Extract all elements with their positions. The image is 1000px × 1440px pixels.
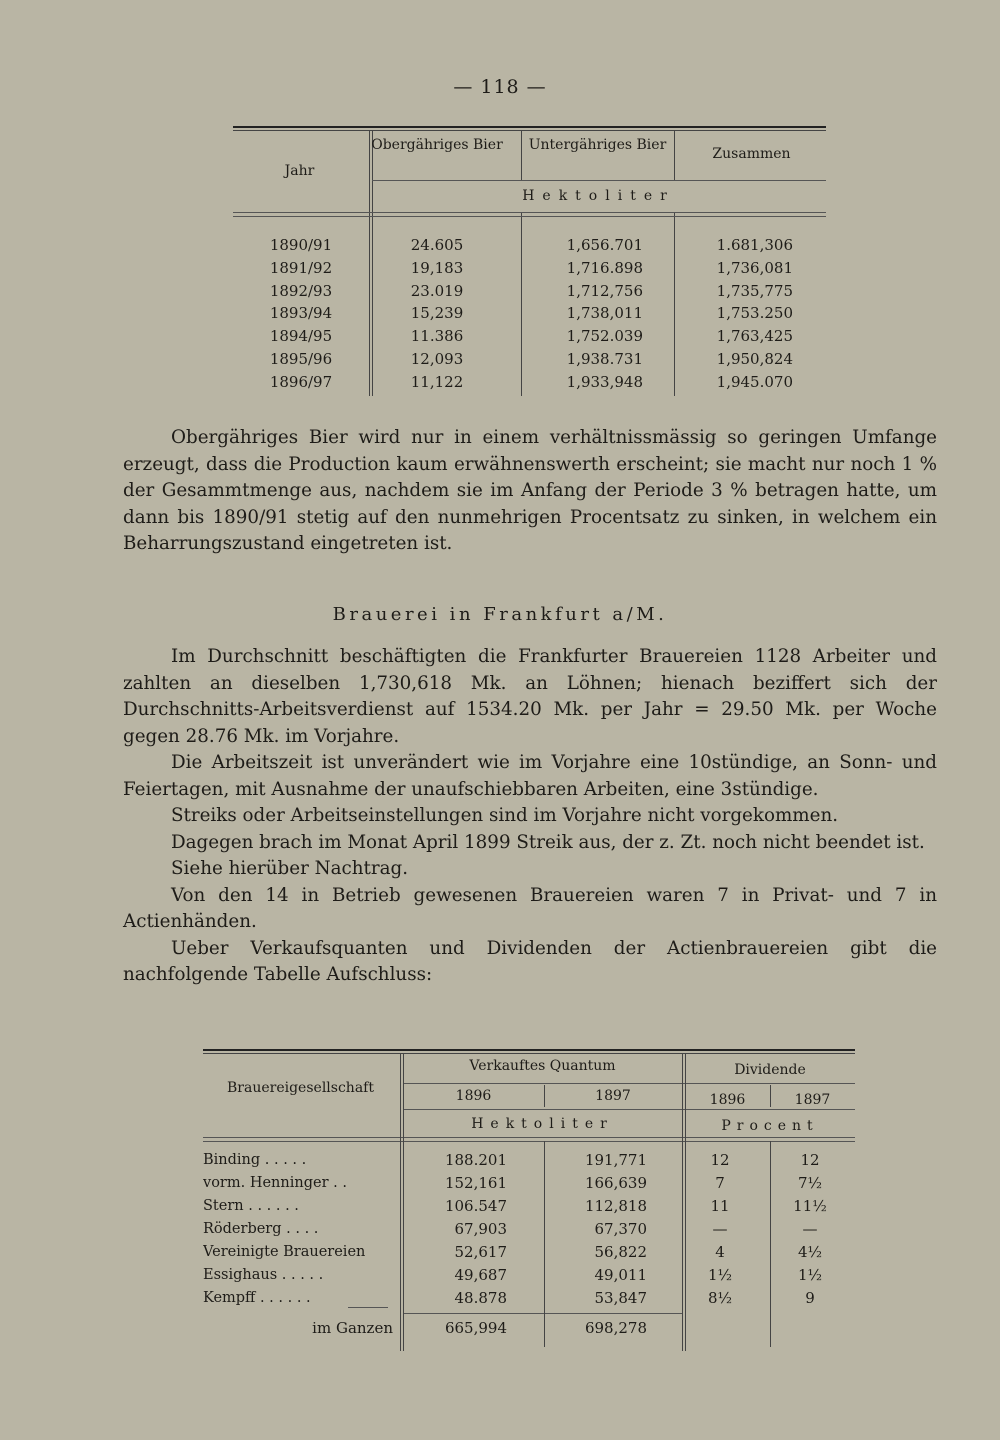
header-dividende-1897: 1897 [794,1092,831,1108]
table-rule [372,180,826,181]
table-cell: 1.681,306 [716,236,793,254]
header-quantum-1897: 1897 [595,1088,631,1104]
table-cell: vorm. Henninger . . [203,1175,347,1191]
table-cell: 8½ [707,1289,733,1307]
table-cell: 49,687 [454,1266,507,1284]
table-cell: 152,161 [444,1174,507,1192]
table-cell: 12 [800,1151,820,1169]
table-cell: 1,738,011 [566,304,643,323]
paragraph: Siehe hierüber Nachtrag. [171,858,409,879]
paragraph: Streiks oder Arbeitseinstellungen sind im Vorjahre nicht vorgekommen. [171,805,839,826]
header-unit-procent: Procent [721,1118,819,1134]
table-cell: 4½ [797,1243,823,1261]
column-divider [682,1053,683,1351]
header-unit-hektoliter: Hektoliter [471,1116,614,1132]
column-divider [400,1053,401,1351]
table-cell: 23.019 [410,281,464,300]
table-cell: Vereinigte Brauereien [203,1244,366,1260]
table-cell: 166,639 [584,1174,647,1192]
paragraph: Ueber Verkaufsquanten und Dividenden der Actienbrauereien gibt die nachfolgende Tabelle Aufschluss: [123,937,937,985]
table-cell: 1895/96 [269,349,333,368]
total-1896: 665,994 [444,1319,507,1337]
table-cell: 1,712,756 [566,281,643,300]
table-cell: 1,753.250 [716,304,793,323]
table-cell: 188.201 [444,1151,507,1169]
table-cell: 7½ [797,1174,823,1192]
table-cell: 1892/93 [269,281,333,300]
header-untergaehriges: Untergähriges Bier [528,137,667,153]
table-cell: 1,933,948 [566,372,643,391]
table-cell: Binding . . . . . [203,1152,307,1168]
table-cell: 1,656.701 [566,236,643,254]
brewery-dividend-table [203,1049,855,1351]
column-divider [521,130,522,180]
header-obergaehriges: Obergähriges Bier [371,137,503,153]
column-dividende-1896 [685,1149,755,1310]
table-cell: 9 [805,1289,815,1307]
table-cell: 1,752.039 [566,327,643,346]
table-rule [403,1109,855,1110]
total-1897: 698,278 [584,1319,647,1337]
table-cell: 1894/95 [269,327,333,346]
table-cell: 1896/97 [269,372,333,391]
table-cell: 1890/91 [269,236,333,254]
column-brewery-names [203,1149,398,1310]
table-cell: Kempff . . . . . . [203,1290,311,1306]
table-rule [203,1049,855,1051]
table-cell: 67,903 [454,1220,507,1238]
table-cell: 15,239 [410,304,464,323]
table-rule [233,126,826,128]
table-cell: Röderberg . . . . [203,1221,319,1237]
column-untergaehriges [525,234,643,394]
header-brauereigesellschaft: Brauereigesellschaft [227,1080,374,1096]
paragraphs-frankfurt [123,644,937,989]
table-rule [233,212,826,213]
section-heading: Brauerei in Frankfurt a/M. [332,604,668,625]
table-cell: 1891/92 [269,258,333,277]
column-divider [674,130,675,180]
table-rule [233,130,826,131]
header-unit: Hektoliter [522,188,675,204]
column-divider [521,212,522,396]
table-cell: 49,011 [594,1266,647,1284]
total-label: im Ganzen [312,1319,393,1337]
table-cell: 1,736,081 [716,258,793,277]
column-divider [369,130,370,396]
column-years [233,234,369,394]
paragraph: Dagegen brach im Monat April 1899 Streik aus, der z. Zt. noch nicht beendet ist. [171,831,925,853]
column-dividende-1897 [770,1149,850,1310]
table-cell: 12,093 [410,349,464,368]
table-cell: 1,735,775 [716,281,793,300]
header-jahr: Jahr [284,163,315,179]
table-rule [203,1053,855,1054]
table-cell: 7 [715,1174,725,1192]
table-cell: Stern . . . . . . [203,1198,299,1214]
table-cell: 53,847 [594,1289,647,1307]
table-cell: 1,716.898 [566,258,643,277]
table-cell: 1½ [797,1266,823,1284]
table-cell: 11 [710,1197,730,1215]
header-dividende: Dividende [734,1062,806,1078]
header-dividende-1896: 1896 [709,1092,746,1108]
table-cell: 56,822 [594,1243,647,1261]
column-obergaehriges [371,234,503,394]
table-rule [403,1083,855,1084]
paragraph: Die Arbeitszeit ist unverändert wie im Vorjahre eine 10stündige, an Sonn- und Feiertagen, mit Ausnahme der unaufschiebbaren Arbeiten, eine 3stündige. [123,752,937,800]
table-rule [233,216,826,217]
table-cell: 1,945.070 [716,372,793,391]
table-cell: 112,818 [584,1197,647,1215]
table-cell: 1,938.731 [566,349,643,368]
column-zusammen [677,234,793,394]
table-rule [403,1313,683,1314]
column-quantum-1896 [403,1149,507,1310]
table-cell: 191,771 [584,1151,647,1169]
header-verkauftes-quantum: Verkauftes Quantum [469,1058,616,1074]
table-cell: 1,763,425 [716,327,793,346]
paragraph: Von den 14 in Betrieb gewesenen Brauereien waren 7 in Privat- und 7 in Actienhänden. [123,884,937,932]
table-rule [203,1137,855,1138]
table-cell: 1½ [707,1266,733,1284]
table-cell: 106.547 [444,1197,507,1215]
table-cell: Essighaus . . . . . [203,1267,324,1283]
table-cell: 11½ [793,1197,827,1215]
table-cell: — [802,1220,818,1238]
table-cell: 52,617 [454,1243,507,1261]
table-cell: 67,370 [594,1220,647,1238]
table-cell: 1893/94 [269,304,333,323]
table-cell: 12 [710,1151,730,1169]
table-cell: 4 [715,1243,725,1261]
table-cell: — [712,1220,728,1238]
table-cell: 19,183 [410,258,464,277]
column-divider [674,212,675,396]
beer-production-table [233,126,826,396]
header-quantum-1896: 1896 [455,1088,492,1104]
table-cell: 1,950,824 [716,349,793,368]
table-rule [203,1141,855,1142]
table-cell: 24.605 [410,236,464,254]
table-cell: 11.386 [410,327,464,346]
page-number: — 118 — [453,76,547,98]
paragraph: Im Durchschnitt beschäftigten die Frankfurter Brauereien 1128 Arbeiter und zahlten an dieselben 1,730,618 Mk. an Löhnen; hienach beziffert sich der Durchschnitts-Arbeitsverdienst auf 1534.20 Mk. per Jahr = 29.50 Mk. per Woche gegen 28.76 Mk. im Vorjahre. [123,646,937,747]
table-cell: 48.878 [454,1289,507,1307]
header-zusammen: Zusammen [712,146,791,162]
paragraph-obergaehriges: Obergähriges Bier wird nur in einem verhältnissmässig so geringen Umfange erzeugt, dass die Production kaum erwähnenswerth erscheint; sie macht nur noch 1 % der Gesammtmenge aus, nachdem sie im Anfang der Periode 3 % betragen hatte, um dann bis 1890/91 stetig auf den nunmehrigen Procentsatz zu sinken, in welchem ein Beharrungszustand eingetreten ist. [123,427,937,554]
column-quantum-1897 [544,1149,647,1310]
table-cell: 11,122 [410,372,464,391]
